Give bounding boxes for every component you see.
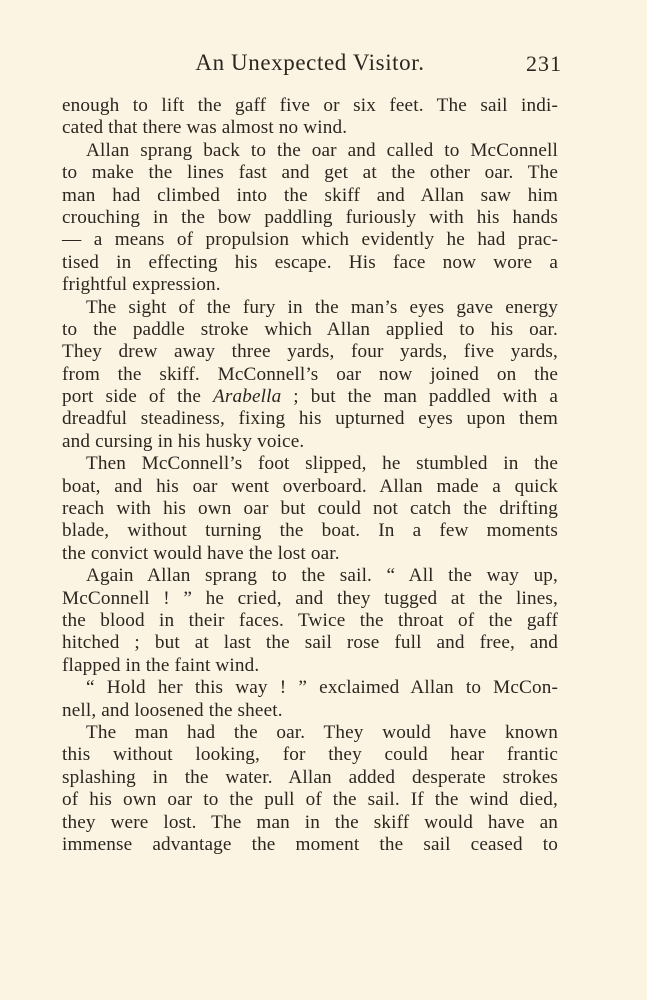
text-line: Then McConnell’s foot slipped, he stumbled in the xyxy=(86,453,558,475)
text-line: frightful expression. xyxy=(62,274,221,296)
running-head xyxy=(62,50,562,80)
text-line: — a means of propulsion which evidently he had prac- xyxy=(62,229,558,251)
text-line: The sight of the fury in the man’s eyes gave energy xyxy=(86,296,558,318)
page-number: 231 xyxy=(526,51,562,76)
body-text xyxy=(62,95,558,856)
text-line: McConnell ! ” he cried, and they tugged at the lines, xyxy=(62,587,558,609)
text-line xyxy=(62,386,558,408)
text-line: crouching in the bow paddling furiously with his hands xyxy=(62,206,558,228)
text-line: “ Hold her this way ! ” exclaimed Allan to McCon- xyxy=(86,677,558,699)
text-line: reach with his own oar but could not catch the drifting xyxy=(62,498,558,520)
text-line: immense advantage the moment the sail ceased to xyxy=(62,833,558,855)
text-line: flapped in the faint wind. xyxy=(62,654,260,676)
text-line: blade, without turning the boat. In a few moments xyxy=(62,520,558,542)
ship-name-italic: Arabella xyxy=(213,386,282,408)
text-line: from the skiff. McConnell’s oar now joined on the xyxy=(62,363,558,385)
text-line: this without looking, for they could hear frantic xyxy=(62,744,558,766)
text-line: and cursing in his husky voice. xyxy=(62,430,305,452)
text-line: Again Allan sprang to the sail. “ All the way up, xyxy=(86,565,558,587)
text-line: They drew away three yards, four yards, five yards, xyxy=(62,341,558,363)
text-line: nell, and loosened the sheet. xyxy=(62,699,283,721)
text-line: they were lost. The man in the skiff would have an xyxy=(62,811,558,833)
text-line: of his own oar to the pull of the sail. If the wind died, xyxy=(62,789,558,811)
text-line: hitched ; but at last the sail rose full and free, and xyxy=(62,632,558,654)
text-line: splashing in the water. Allan added desperate strokes xyxy=(62,766,558,788)
text-line: dreadful steadiness, fixing his upturned eyes upon them xyxy=(62,408,558,430)
text-line: the blood in their faces. Twice the throat of the gaff xyxy=(62,609,558,631)
text-line: the convict would have the lost oar. xyxy=(62,542,340,564)
text-line: man had climbed into the skiff and Allan saw him xyxy=(62,184,558,206)
text-line: cated that there was almost no wind. xyxy=(62,117,348,139)
text-line: The man had the oar. They would have known xyxy=(86,721,558,743)
text-segment: port side of the xyxy=(62,386,213,408)
text-line: to make the lines fast and get at the other oar. The xyxy=(62,162,558,184)
text-line: boat, and his oar went overboard. Allan made a quick xyxy=(62,475,558,497)
text-segment: ; but the man paddled with a xyxy=(281,386,558,408)
text-line: tised in effecting his escape. His face now wore a xyxy=(62,251,558,273)
text-line: enough to lift the gaff five or six feet. The sail indi- xyxy=(62,95,558,116)
text-line: Allan sprang back to the oar and called to McConnell xyxy=(86,139,558,161)
text-line: to the paddle stroke which Allan applied to his oar. xyxy=(62,318,558,340)
running-title: An Unexpected Visitor. xyxy=(195,50,425,75)
